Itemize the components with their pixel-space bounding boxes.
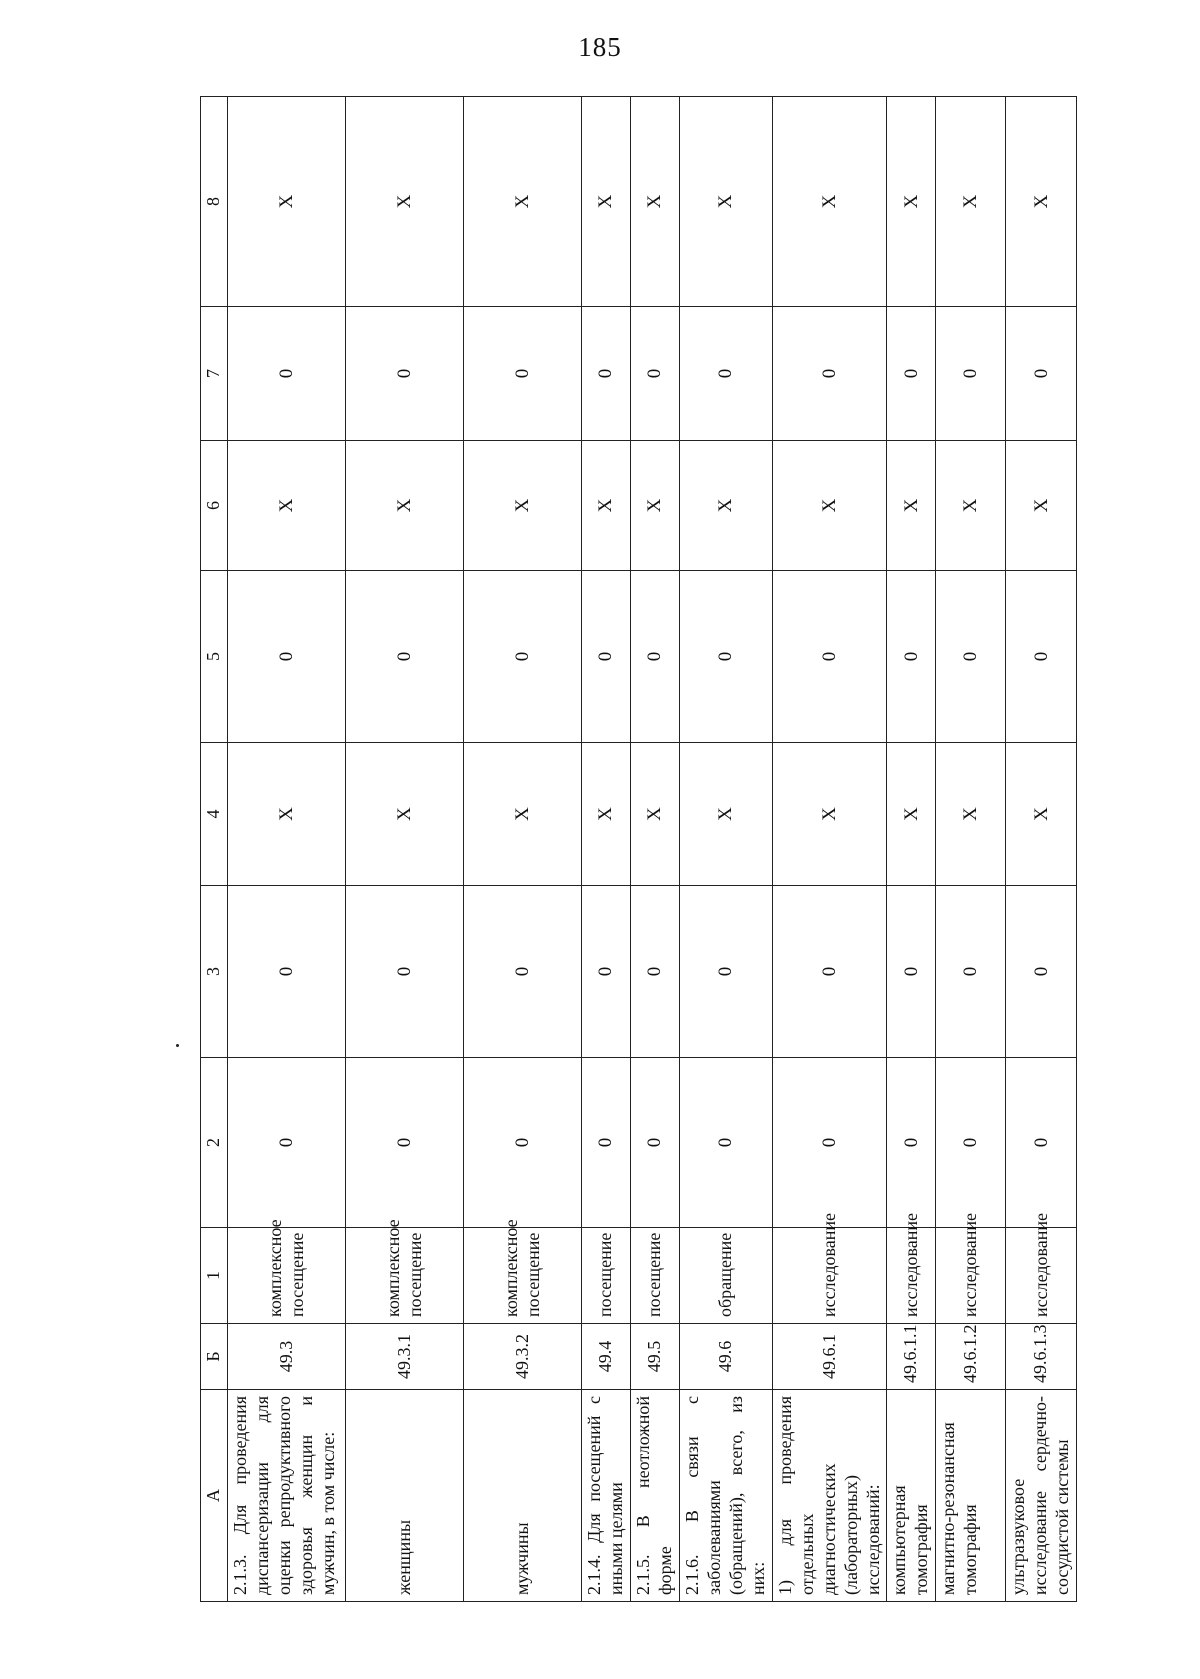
row-col-2-cell: 0 bbox=[631, 1058, 680, 1228]
row-col-5-cell: 0 bbox=[772, 571, 887, 743]
row-col-4-cell: X bbox=[464, 743, 582, 886]
table-row bbox=[1006, 97, 1077, 1602]
row-name-cell: 2.1.4. Для посещений с иными целями bbox=[582, 1390, 631, 1602]
row-col-7-cell: 0 bbox=[464, 307, 582, 441]
row-col-3-cell: 0 bbox=[679, 886, 772, 1058]
table-row bbox=[582, 97, 631, 1602]
row-col-7-cell: 0 bbox=[887, 307, 936, 441]
row-code-cell: 49.6.1.1 bbox=[887, 1324, 936, 1390]
row-col-8-cell: X bbox=[1006, 97, 1077, 307]
row-code-cell: 49.6.1.3 bbox=[1006, 1324, 1077, 1390]
table-row bbox=[464, 97, 582, 1602]
row-name-cell: женщины bbox=[346, 1390, 464, 1602]
header-col-4: 4 bbox=[201, 743, 228, 886]
row-col-7-cell: 0 bbox=[679, 307, 772, 441]
table-row bbox=[679, 97, 772, 1602]
row-col-4-cell: X bbox=[887, 743, 936, 886]
table-row bbox=[228, 97, 346, 1602]
page-number: 185 bbox=[578, 32, 622, 62]
table-row bbox=[631, 97, 680, 1602]
row-col-5-cell: 0 bbox=[582, 571, 631, 743]
row-name-cell: ультразвуковое исследование сердечно-сосудистой системы bbox=[1006, 1390, 1077, 1602]
row-col-5-cell: 0 bbox=[346, 571, 464, 743]
row-col-3-cell: 0 bbox=[228, 886, 346, 1058]
table-row bbox=[936, 97, 1006, 1602]
row-col-3-cell: 0 bbox=[1006, 886, 1077, 1058]
row-unit-cell: исследование bbox=[1006, 1228, 1077, 1324]
header-col-2: 2 bbox=[201, 1058, 228, 1228]
row-col-2-cell: 0 bbox=[228, 1058, 346, 1228]
row-col-4-cell: X bbox=[631, 743, 680, 886]
row-col-8-cell: X bbox=[936, 97, 1006, 307]
row-col-5-cell: 0 bbox=[936, 571, 1006, 743]
row-code-cell: 49.3.2 bbox=[464, 1324, 582, 1390]
row-unit-cell: посещение bbox=[631, 1228, 680, 1324]
row-col-3-cell: 0 bbox=[346, 886, 464, 1058]
header-col-b: Б bbox=[201, 1324, 228, 1390]
row-code-cell: 49.6.1 bbox=[772, 1324, 887, 1390]
header-col-7: 7 bbox=[201, 307, 228, 441]
row-col-2-cell: 0 bbox=[679, 1058, 772, 1228]
row-col-5-cell: 0 bbox=[679, 571, 772, 743]
row-col-8-cell: X bbox=[346, 97, 464, 307]
table-row bbox=[772, 97, 887, 1602]
row-col-6-cell: X bbox=[772, 441, 887, 571]
row-col-3-cell: 0 bbox=[887, 886, 936, 1058]
rotated-table-container bbox=[200, 97, 1073, 1602]
row-col-6-cell: X bbox=[1006, 441, 1077, 571]
header-col-1: 1 bbox=[201, 1228, 228, 1324]
header-col-8: 8 bbox=[201, 97, 228, 307]
data-table bbox=[200, 96, 1077, 1602]
header-col-5: 5 bbox=[201, 571, 228, 743]
row-code-cell: 49.6 bbox=[679, 1324, 772, 1390]
row-unit-cell: комплексное посещение bbox=[464, 1228, 582, 1324]
row-col-8-cell: X bbox=[772, 97, 887, 307]
row-col-5-cell: 0 bbox=[1006, 571, 1077, 743]
row-col-6-cell: X bbox=[582, 441, 631, 571]
row-col-7-cell: 0 bbox=[582, 307, 631, 441]
row-col-6-cell: X bbox=[631, 441, 680, 571]
row-col-2-cell: 0 bbox=[936, 1058, 1006, 1228]
table-row bbox=[346, 97, 464, 1602]
row-col-6-cell: X bbox=[346, 441, 464, 571]
row-unit-cell: посещение bbox=[582, 1228, 631, 1324]
row-col-3-cell: 0 bbox=[464, 886, 582, 1058]
row-code-cell: 49.5 bbox=[631, 1324, 680, 1390]
row-code-cell: 49.3.1 bbox=[346, 1324, 464, 1390]
row-col-7-cell: 0 bbox=[346, 307, 464, 441]
row-col-6-cell: X bbox=[679, 441, 772, 571]
header-col-a: А bbox=[201, 1390, 228, 1602]
row-col-2-cell: 0 bbox=[1006, 1058, 1077, 1228]
row-code-cell: 49.6.1.2 bbox=[936, 1324, 1006, 1390]
row-col-8-cell: X bbox=[887, 97, 936, 307]
row-col-2-cell: 0 bbox=[772, 1058, 887, 1228]
row-col-7-cell: 0 bbox=[936, 307, 1006, 441]
row-col-4-cell: X bbox=[582, 743, 631, 886]
row-unit-cell: комплексное посещение bbox=[346, 1228, 464, 1324]
row-col-4-cell: X bbox=[346, 743, 464, 886]
row-col-2-cell: 0 bbox=[582, 1058, 631, 1228]
row-col-2-cell: 0 bbox=[887, 1058, 936, 1228]
row-col-5-cell: 0 bbox=[887, 571, 936, 743]
row-col-4-cell: X bbox=[679, 743, 772, 886]
row-name-cell: 2.1.3. Для проведения диспансеризации для оценки репродуктивного здоровья женщин и мужчин, в том числе: bbox=[228, 1390, 346, 1602]
table-row bbox=[887, 97, 936, 1602]
row-unit-cell: исследование bbox=[772, 1228, 887, 1324]
row-unit-cell: исследование bbox=[936, 1228, 1006, 1324]
header-row bbox=[201, 97, 228, 1602]
row-col-2-cell: 0 bbox=[346, 1058, 464, 1228]
row-col-6-cell: X bbox=[936, 441, 1006, 571]
row-col-3-cell: 0 bbox=[582, 886, 631, 1058]
header-col-3: 3 bbox=[201, 886, 228, 1058]
row-col-7-cell: 0 bbox=[228, 307, 346, 441]
header-col-6: 6 bbox=[201, 441, 228, 571]
row-col-5-cell: 0 bbox=[228, 571, 346, 743]
row-col-8-cell: X bbox=[631, 97, 680, 307]
row-col-6-cell: X bbox=[887, 441, 936, 571]
row-name-cell: компьютерная томография bbox=[887, 1390, 936, 1602]
row-col-4-cell: X bbox=[772, 743, 887, 886]
row-col-4-cell: X bbox=[936, 743, 1006, 886]
row-col-7-cell: 0 bbox=[772, 307, 887, 441]
row-code-cell: 49.4 bbox=[582, 1324, 631, 1390]
row-unit-cell: исследование bbox=[887, 1228, 936, 1324]
row-name-cell: мужчины bbox=[464, 1390, 582, 1602]
stray-dot bbox=[176, 1044, 179, 1047]
row-col-6-cell: X bbox=[228, 441, 346, 571]
row-col-4-cell: X bbox=[1006, 743, 1077, 886]
row-col-7-cell: 0 bbox=[631, 307, 680, 441]
row-col-5-cell: 0 bbox=[631, 571, 680, 743]
row-name-cell: 2.1.6. В связи с заболеваниями (обращений), всего, из них: bbox=[679, 1390, 772, 1602]
row-col-2-cell: 0 bbox=[464, 1058, 582, 1228]
row-col-8-cell: X bbox=[582, 97, 631, 307]
row-col-8-cell: X bbox=[679, 97, 772, 307]
row-col-3-cell: 0 bbox=[631, 886, 680, 1058]
row-col-7-cell: 0 bbox=[1006, 307, 1077, 441]
row-unit-cell: комплексное посещение bbox=[228, 1228, 346, 1324]
row-col-5-cell: 0 bbox=[464, 571, 582, 743]
row-col-4-cell: X bbox=[228, 743, 346, 886]
row-col-8-cell: X bbox=[228, 97, 346, 307]
row-col-3-cell: 0 bbox=[772, 886, 887, 1058]
row-unit-cell: обращение bbox=[679, 1228, 772, 1324]
row-col-3-cell: 0 bbox=[936, 886, 1006, 1058]
row-name-cell: магнитно-резонансная томография bbox=[936, 1390, 1006, 1602]
row-col-8-cell: X bbox=[464, 97, 582, 307]
row-code-cell: 49.3 bbox=[228, 1324, 346, 1390]
row-name-cell: 2.1.5. В неотложной форме bbox=[631, 1390, 680, 1602]
row-col-6-cell: X bbox=[464, 441, 582, 571]
row-name-cell: 1) для проведения отдельных диагностических (лабораторных) исследований: bbox=[772, 1390, 887, 1602]
